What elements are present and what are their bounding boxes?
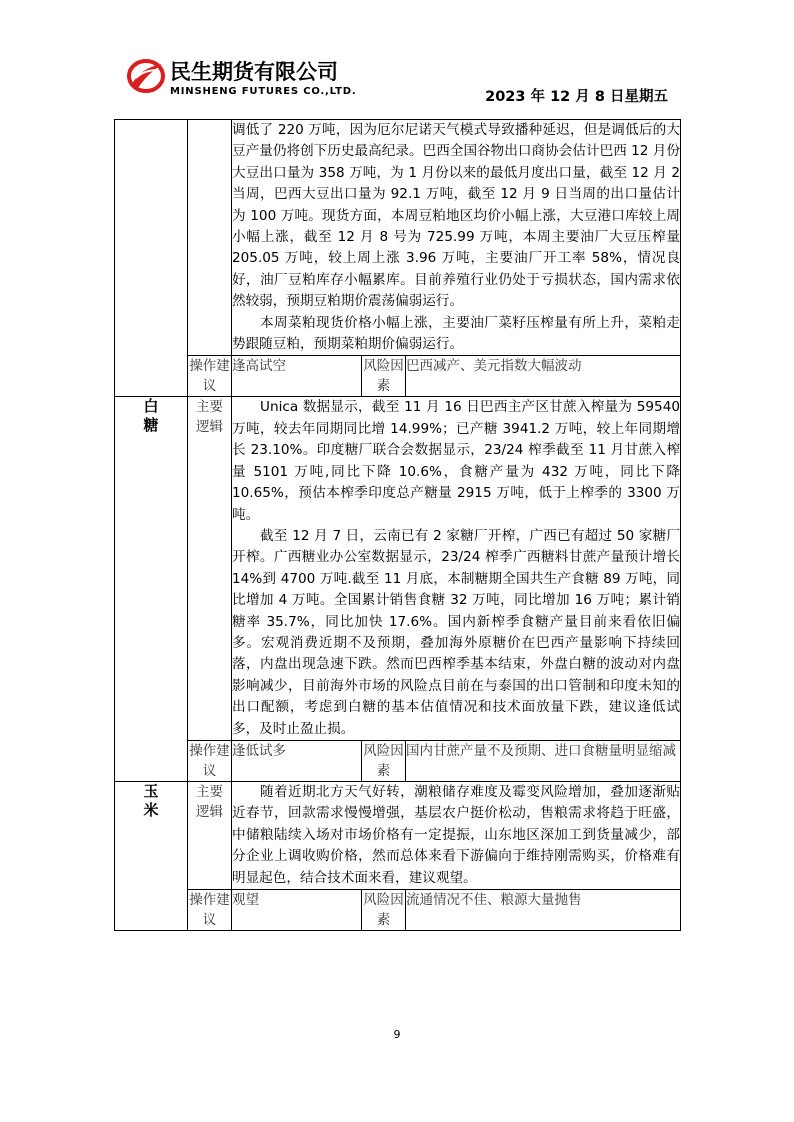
company-name-cn: 民生期货有限公司 xyxy=(170,60,338,84)
sugar-risk-label: 风险因素 xyxy=(362,740,406,781)
soy-logic-label-cell xyxy=(188,120,232,356)
sugar-category-name: 白糖 xyxy=(143,397,159,435)
soy-logic-row xyxy=(115,120,681,356)
sugar-paragraph-1: Unica 数据显示，截至 11 月 16 日巴西主产区甘蔗入榨量为 59540 万吨，较去年同期同比增 14.99%；已产糖 3941.2 万吨，较上年同期增长 23.10%。印度糖厂联合会数据显示，23/24 榨季截至 11 月甘蔗入榨量 5101 万吨,同比下降 10.6%，食糖产量为 432 万吨，同比下降 10.65%，预估本榨季印度总产糖量 2915 万吨，低于上榨季的 3300 万吨。 xyxy=(232,399,680,523)
minsheng-logo-icon xyxy=(126,56,166,96)
corn-category-name: 玉米 xyxy=(143,781,159,819)
commodity-analysis-table xyxy=(114,119,681,931)
corn-risk-value: 流通情况不佳、粮源大量抛售 xyxy=(406,890,681,931)
sugar-logic-row xyxy=(115,397,681,741)
corn-logic-text xyxy=(232,781,681,889)
soy-advice-row xyxy=(115,356,681,397)
corn-paragraph-1: 随着近期北方天气好转，潮粮储存难度及霉变风险增加，叠加逐渐贴近春节，回款需求慢慢增强，基层农户挺价松动，售粮需求将趋于旺盛，中储粮陆续入场对市场价格有一定提振，山东地区深加工到货量减少，部分企业上调收购价格，然而总体来看下游偏向于维持刚需购买，价格难有明显起色，结合技术面来看，建议观望。 xyxy=(232,783,680,886)
soy-paragraph-1: 调低了 220 万吨，因为厄尔尼诺天气模式导致播种延迟，但是调低后的大豆产量仍将创下历史最高纪录。巴西全国谷物出口商协会估计巴西 12 月份大豆出口量为 358 万吨，为 1 月份以来的最低月度出口量，截至 12 月 2 当周，巴西大豆出口量为 92.1 万吨，截至 12 月 9 日当周的出口量估计为 100 万吨。现货方面，本周豆粕地区均价小幅上涨，大豆港口库较上周小幅上涨，截至 12 月 8 号为 725.99 万吨，本周主要油厂大豆压榨量 205.05 万吨，较上周上涨 3.96 万吨，主要油厂开工率 58%，情况良好，油厂豆粕库存小幅累库。目前养殖行业仍处于亏损状态，国内需求依然较弱，预期豆粕期价震荡偏弱运行。 xyxy=(232,122,680,310)
company-name-en: MINSHENG FUTURES CO.,LTD. xyxy=(170,86,357,97)
corn-logic-label xyxy=(188,781,232,889)
soy-risk-label: 风险因素 xyxy=(362,356,406,397)
sugar-operation-value: 逢低试多 xyxy=(232,740,362,781)
page-header xyxy=(0,0,794,110)
corn-advice-row xyxy=(115,890,681,931)
soy-category-cell xyxy=(115,120,188,397)
soy-risk-value: 巴西减产、美元指数大幅波动 xyxy=(406,356,681,397)
report-date: 2023 年 12 月 8 日星期五 xyxy=(485,89,668,105)
corn-category-cell xyxy=(115,781,188,930)
corn-operation-label: 操作建议 xyxy=(188,890,232,931)
sugar-paragraph-2: 截至 12 月 7 日，云南已有 2 家糖厂开榨，广西已有超过 50 家糖厂开榨。广西糖业办公室数据显示，23/24 榨季广西糖料甘蔗产量预计增长 14%到 4700 万吨.截至 11 月底，本制糖期全国共生产食糖 89 万吨，同比增加 4 万吨。全国累计销售食糖 32 万吨，同比增加 16 万吨；累计销糖率 35.7%，同比加快 17.6%。国内新榨季食糖产量目前来看依旧偏多。宏观消费近期不及预期，叠加海外原糖价在巴西产量影响下持续回落，内盘出现急速下跌。然而巴西榨季基本结束，外盘白糖的波动对内盘影响减少，目前海外市场的风险点目前在与泰国的出口管制和印度未知的出口配额，考虑到白糖的基本估值情况和技术面放量下跌，建议逢低试多，及时止盈止损。 xyxy=(232,527,680,737)
sugar-risk-value: 国内甘蔗产量不及预期、进口食糖量明显缩减 xyxy=(406,740,681,781)
page-number: 9 xyxy=(393,1028,401,1041)
soy-paragraph-2: 本周菜粕现货价格小幅上涨，主要油厂菜籽压榨量有所上升，菜粕走势跟随豆粕，预期菜粕期价偏弱运行。 xyxy=(232,314,680,353)
sugar-logic-label xyxy=(188,397,232,741)
corn-operation-value: 观望 xyxy=(232,890,362,931)
soy-logic-text xyxy=(232,120,681,356)
soy-operation-value: 逢高试空 xyxy=(232,356,362,397)
sugar-operation-label: 操作建议 xyxy=(188,740,232,781)
sugar-logic-text xyxy=(232,397,681,741)
soy-operation-label: 操作建议 xyxy=(188,356,232,397)
sugar-logic-label-text: 主要逻辑 xyxy=(196,399,223,436)
sugar-advice-row xyxy=(115,740,681,781)
corn-logic-row xyxy=(115,781,681,889)
sugar-category-cell xyxy=(115,397,188,782)
corn-risk-label: 风险因素 xyxy=(362,890,406,931)
corn-logic-label-text: 主要逻辑 xyxy=(196,783,223,820)
